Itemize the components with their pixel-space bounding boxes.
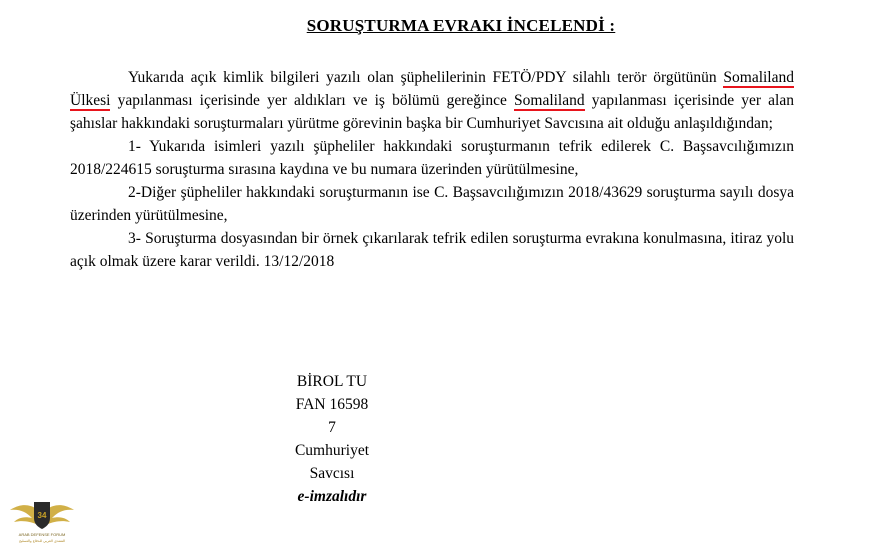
highlighted-phrase-1: Somaliland Ülkesi — [70, 69, 794, 109]
e-signature-note: e-imzalıdır — [297, 488, 367, 505]
arab-defense-forum-logo — [6, 492, 78, 544]
list-item: 3- Soruşturma dosyasından bir örnek çıkarılarak tefrik edilen soruşturma evrakına konulmasına, itiraz yolu açık olmak üzere karar verildi. 13/12/2018 — [70, 230, 794, 270]
intro-text-3: yapılanması içerisinde yer alan şahıslar hakkındaki soruşturmaları yürütme görevinin başka bir Cumhuriyet Savcısına ait olduğu anlaşıldığından; — [70, 92, 794, 132]
intro-paragraph — [70, 66, 794, 135]
list-item: 1- Yukarıda isimleri yazılı şüpheliler hakkındaki soruşturmanın tefrik edilerek C. Başsavcılığımızın 2018/224615 soruşturma sırasına kaydına ve bu numara üzerinden yürütülmesine, — [70, 138, 794, 178]
signer-title-2: Savcısı — [309, 465, 355, 482]
signer-line-2: FAN 16598 — [295, 396, 369, 413]
svg-text:ARAB DEFENSE FORUM: ARAB DEFENSE FORUM — [18, 532, 66, 537]
signer-name: BİROL TU — [296, 373, 368, 390]
highlighted-phrase-2: Somaliland — [514, 92, 585, 109]
signature-block — [262, 370, 402, 508]
signer-title-1: Cumhuriyet — [294, 442, 370, 459]
list-item: 2-Diğer şüpheliler hakkındaki soruşturmanın ise C. Başsavcılığımızın 2018/43629 soruşturma sayılı dosya üzerinden yürütülmesine, — [70, 184, 794, 224]
intro-text-1: Yukarıda açık kimlik bilgileri yazılı olan şüphelilerinin FETÖ/PDY silahlı terör örgütünün — [128, 69, 724, 86]
intro-text-2: yapılanması içerisinde yer aldıkları ve iş bölümü gereğince — [110, 92, 515, 109]
page-title: SORUŞTURMA EVRAKI İNCELENDİ : — [306, 16, 616, 35]
document-body — [70, 66, 794, 273]
signer-line-3: 7 — [328, 419, 336, 436]
svg-text:المنتدى العربي للدفاع والتسليح: المنتدى العربي للدفاع والتسليح — [18, 539, 66, 543]
svg-text:34: 34 — [37, 511, 47, 520]
